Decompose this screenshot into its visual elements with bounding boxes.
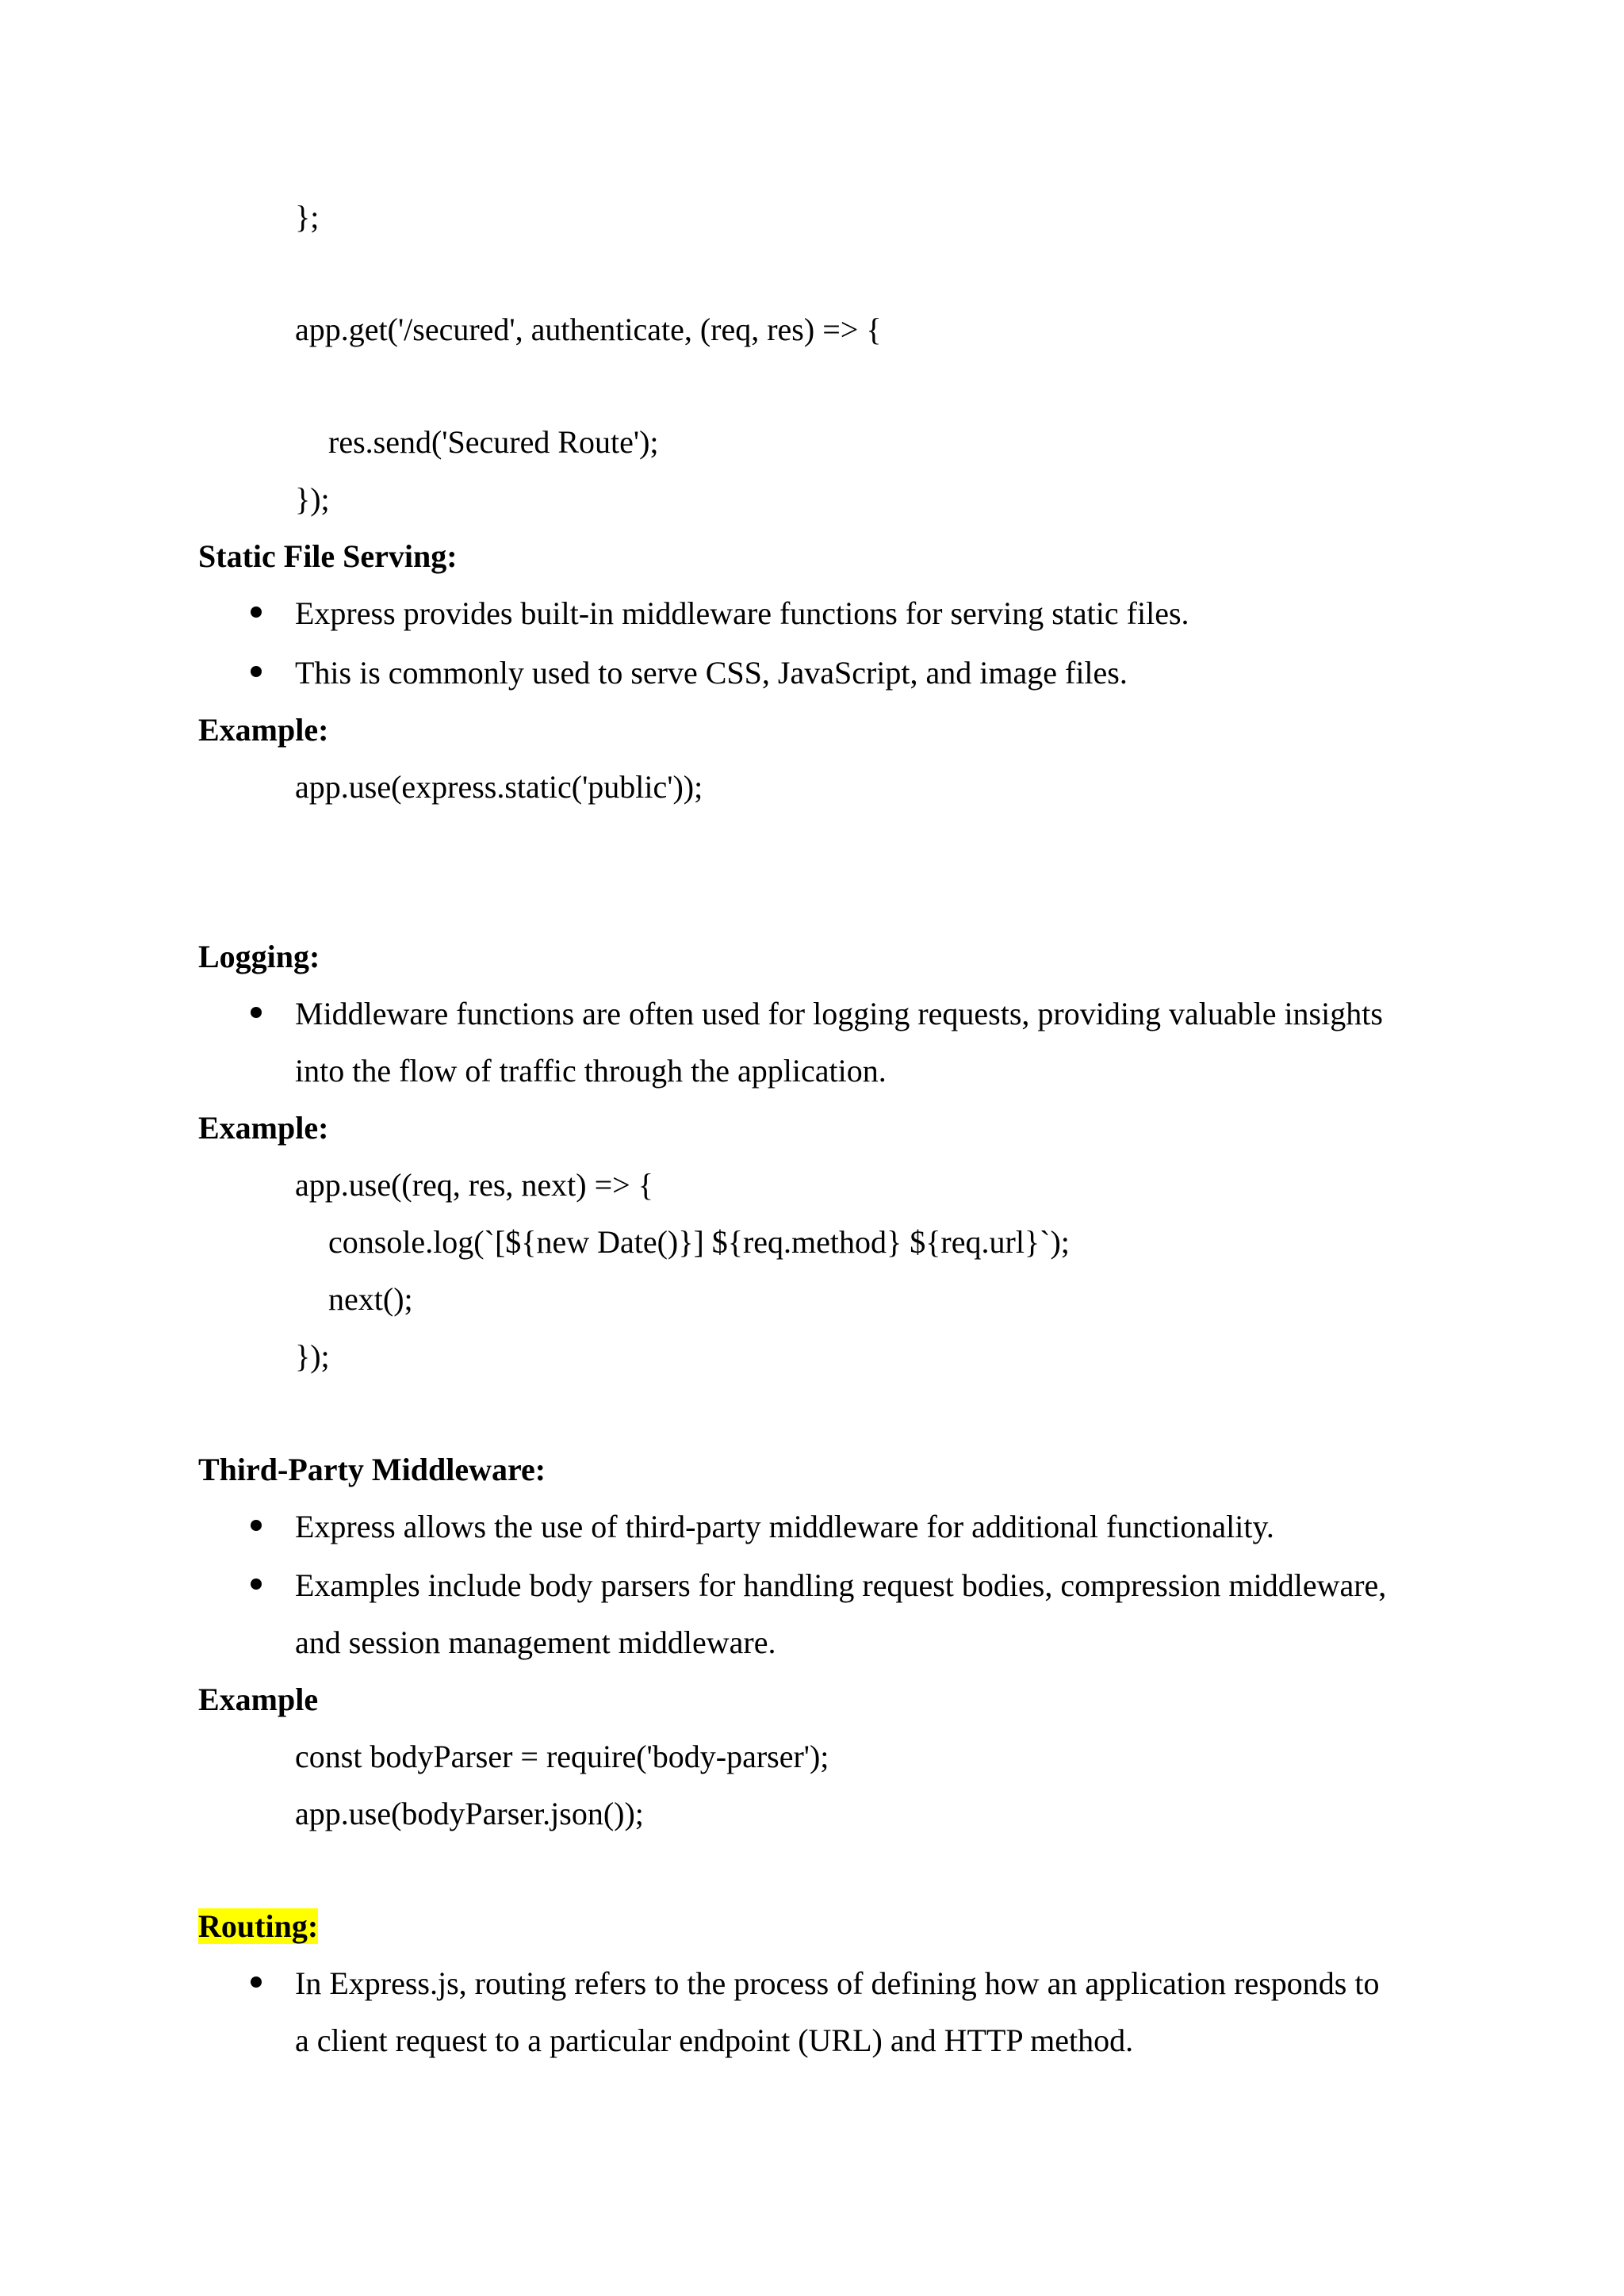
example-label: Example	[198, 1682, 319, 1717]
bullet-item: Express provides built-in middleware functions for serving static files.	[295, 595, 1189, 631]
code-line: app.get('/secured', authenticate, (req, res) => {	[295, 312, 882, 347]
bullet-icon	[251, 1976, 262, 1988]
code-line: console.log(`[${new Date()}] ${req.method} ${req.url}`);	[328, 1224, 1070, 1260]
bullet-item: In Express.js, routing refers to the process of defining how an application responds to	[295, 1965, 1380, 2001]
bullet-item-continued: a client request to a particular endpoint (URL) and HTTP method.	[295, 2022, 1134, 2058]
bullet-item: This is commonly used to serve CSS, JavaScript, and image files.	[295, 655, 1128, 691]
bullet-item: Examples include body parsers for handling request bodies, compression middleware,	[295, 1567, 1387, 1603]
section-heading-static-files: Static File Serving:	[198, 538, 458, 574]
bullet-item-continued: and session management middleware.	[295, 1624, 776, 1660]
example-label: Example:	[198, 712, 329, 748]
code-line: };	[295, 199, 320, 235]
code-line: });	[295, 1338, 330, 1374]
section-heading-logging: Logging:	[198, 939, 320, 974]
section-heading-routing	[198, 1908, 318, 1946]
code-line: const bodyParser = require('body-parser');	[295, 1739, 829, 1774]
bullet-icon	[251, 1578, 262, 1590]
code-line: app.use(bodyParser.json());	[295, 1796, 644, 1831]
bullet-item-continued: into the flow of traffic through the application.	[295, 1053, 887, 1089]
code-line: app.use((req, res, next) => {	[295, 1167, 653, 1203]
code-line: res.send('Secured Route');	[328, 424, 659, 460]
bullet-icon	[251, 607, 262, 618]
bullet-icon	[251, 1007, 262, 1018]
code-line: });	[295, 481, 330, 517]
bullet-item: Middleware functions are often used for logging requests, providing valuable insights	[295, 996, 1383, 1031]
bullet-icon	[251, 1520, 262, 1531]
code-line: app.use(express.static('public'));	[295, 769, 703, 805]
example-label: Example:	[198, 1110, 329, 1146]
section-heading-third-party: Third-Party Middleware:	[198, 1452, 546, 1487]
code-line: next();	[328, 1281, 413, 1317]
routing-highlight: Routing:	[198, 1908, 319, 1944]
bullet-item: Express allows the use of third-party middleware for additional functionality.	[295, 1509, 1274, 1544]
bullet-icon	[251, 666, 262, 677]
